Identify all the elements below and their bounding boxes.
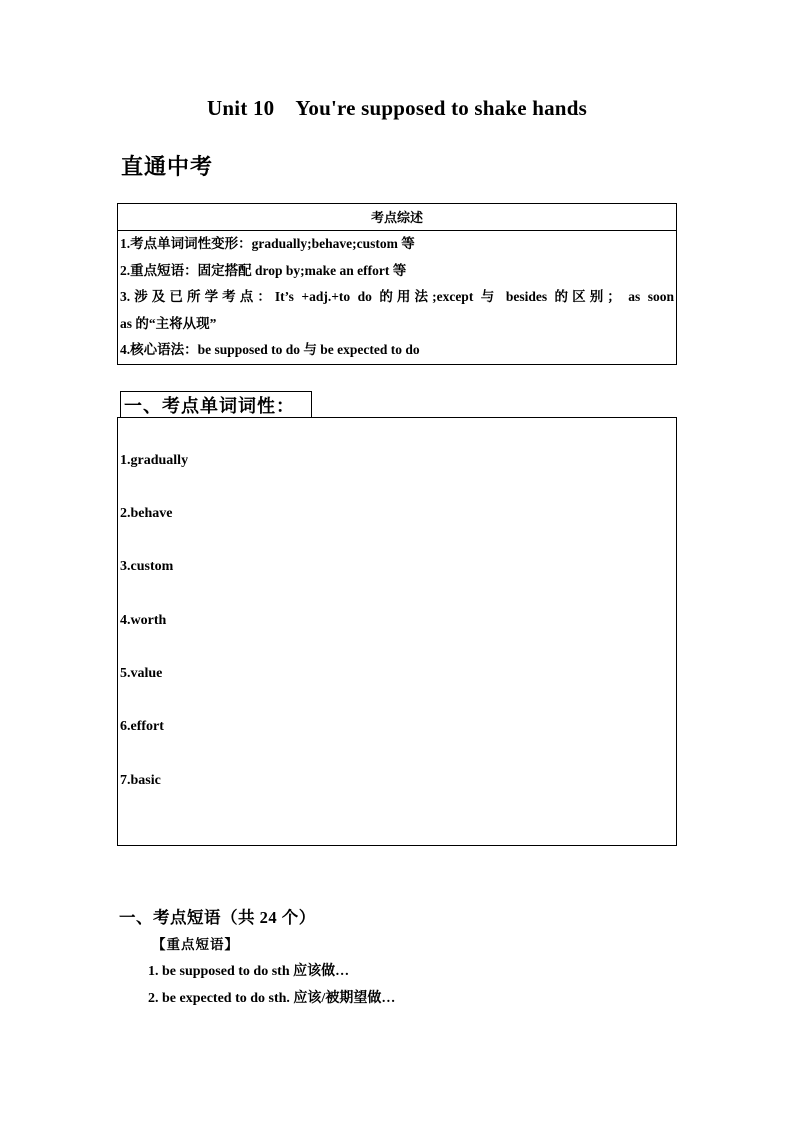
summary-body [118,231,676,364]
word-item: 4.worth [120,613,167,628]
phrase-item: 2. be expected to do sth. 应该/被期望做… [148,991,396,1006]
summary-line: 4.核心语法：be supposed to do 与 be expected to do [120,342,420,357]
summary-line: as 的“主将从现” [120,315,217,331]
section-heading: 直通中考 [121,154,214,179]
word-item: 7.basic [120,773,161,788]
word-item: 1.gradually [120,453,189,468]
page-title: Unit 10 You're supposed to shake hands [207,96,587,120]
phrase-item: 1. be supposed to do sth 应该做… [148,964,350,979]
summary-line: 1.考点单词词性变形：gradually;behave;custom 等 [120,236,415,251]
word-list-box [117,417,677,846]
word-item: 2.behave [120,506,173,521]
summary-header: 考点综述 [118,204,676,231]
summary-line: 2.重点短语：固定搭配 drop by;make an effort 等 [120,262,407,278]
summary-table [117,203,677,365]
word-item: 6.effort [120,719,164,734]
phrases-title: 一、考点短语（共 24 个） [119,908,316,927]
word-item: 3.custom [120,559,174,574]
summary-line: 3.涉及已所学考点：It’s +adj.+to do 的用法;except 与 besides 的区别； as soon [120,289,674,304]
section1-label: 一、考点单词词性： [120,391,312,417]
phrases-subtitle: 【重点短语】 [152,937,239,952]
word-item: 5.value [120,666,163,681]
